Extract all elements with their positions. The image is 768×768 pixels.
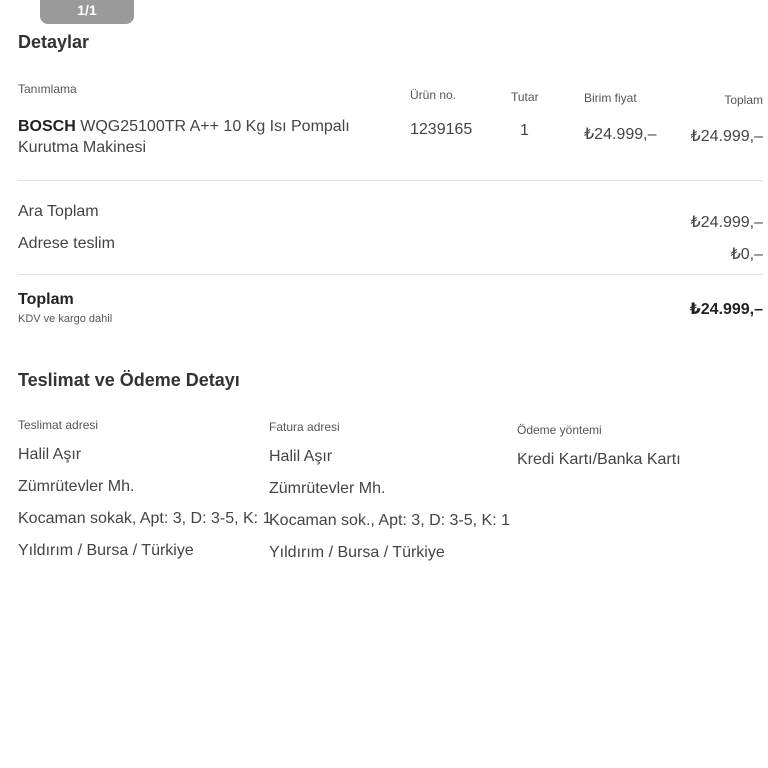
details-title: Detaylar [18, 32, 90, 52]
billing-address-line: Halil Aşır [269, 448, 333, 465]
shipping-address-line: Yıldırım / Bursa / Türkiye [18, 542, 194, 559]
subtotal-label: Ara Toplam [18, 203, 99, 220]
item-quantity: 1 [520, 122, 529, 139]
page-indicator: 1/1 [77, 2, 97, 18]
divider [18, 274, 763, 275]
column-quantity: Tutar [511, 90, 539, 104]
billing-address-line: Kocaman sok., Apt: 3, D: 3-5, K: 1 [269, 512, 511, 529]
delivery-label: Adrese teslim [18, 235, 115, 252]
billing-address [269, 420, 514, 576]
delivery-value: ₺0,– [730, 246, 763, 263]
shipping-address-line: Halil Aşır [18, 446, 82, 463]
divider [18, 180, 763, 181]
item-name: WQG25100TR A++ 10 Kg Isı Pompalı Kurutma Makinesi [18, 118, 350, 156]
item-description [18, 116, 378, 158]
item-total: ₺24.999,– [690, 128, 763, 145]
shipping-address [18, 418, 272, 574]
payment-method-value: Kredi Kartı/Banka Kartı [517, 451, 681, 468]
page-indicator-badge [40, 0, 134, 24]
item-product-no: 1239165 [410, 121, 473, 138]
shipping-address-label: Teslimat adresi [18, 418, 99, 432]
billing-address-line: Yıldırım / Bursa / Türkiye [269, 544, 445, 561]
grand-total-note: KDV ve kargo dahil [18, 313, 113, 325]
column-product-no: Ürün no. [410, 88, 457, 102]
billing-address-line: Zümrütevler Mh. [269, 480, 386, 497]
grand-total-value: ₺24.999,– [689, 301, 763, 318]
item-brand: BOSCH [18, 118, 76, 135]
billing-address-label: Fatura adresi [269, 420, 340, 434]
grand-total-label: Toplam [18, 291, 74, 308]
payment-method [517, 423, 762, 483]
payment-method-label: Ödeme yöntemi [517, 423, 602, 437]
column-unit-price: Birim fiyat [584, 91, 637, 105]
shipping-address-line: Kocaman sokak, Apt: 3, D: 3-5, K: 1 [18, 510, 272, 527]
shipping-address-line: Zümrütevler Mh. [18, 478, 135, 495]
column-total: Toplam [724, 93, 763, 107]
item-unit-price: ₺24.999,– [584, 126, 657, 143]
column-description: Tanımlama [18, 82, 77, 96]
subtotal-value: ₺24.999,– [690, 214, 763, 231]
delivery-payment-title: Teslimat ve Ödeme Detayı [18, 370, 240, 390]
